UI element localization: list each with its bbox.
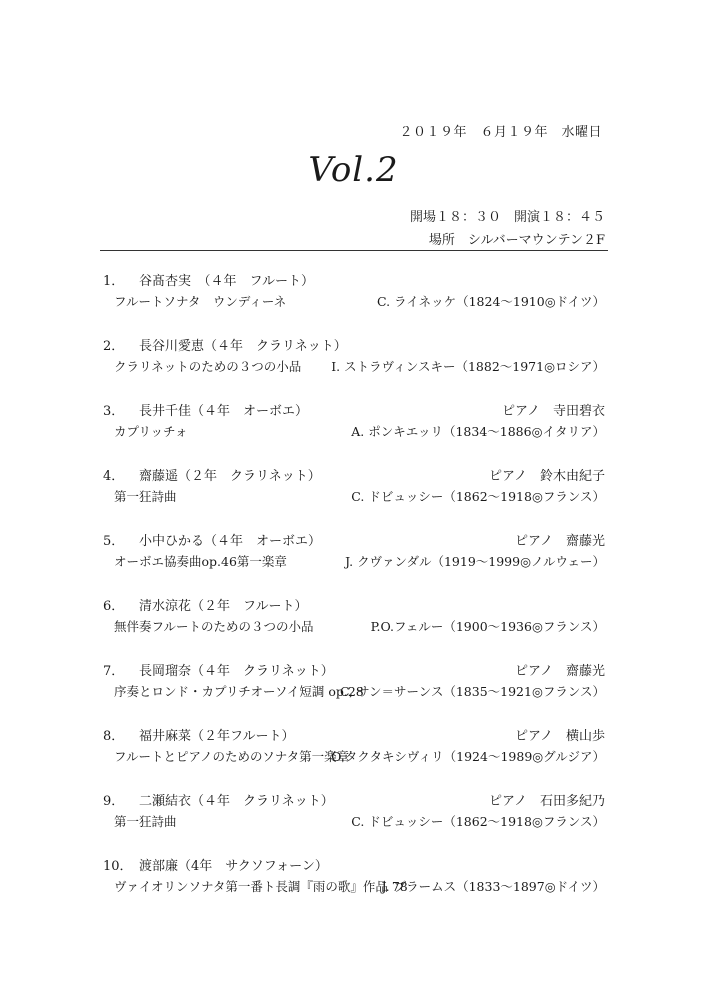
composer: C, サン＝サーンス（1835〜1921◎フランス） — [340, 684, 605, 699]
program-item — [0, 595, 707, 645]
piece-title: フルートとピアノのためのソナタ第一楽章 — [114, 749, 350, 764]
program-item — [0, 855, 707, 905]
piece-title: カプリッチォ — [114, 424, 188, 439]
composer: A. ポンキエッリ（1834〜1886◎イタリア） — [351, 424, 605, 439]
item-number: 10． — [103, 859, 133, 874]
composer: O.タクタキシヴィリ（1924〜1989◎グルジア） — [331, 749, 605, 764]
program-item — [0, 530, 707, 580]
item-number: 2． — [103, 339, 125, 354]
composer: J. クヴァンダル（1919〜1999◎ノルウェー） — [345, 554, 605, 569]
performer: 谷髙杏実 （４年 フルート） — [139, 274, 314, 289]
program-item — [0, 725, 707, 775]
performer: 福井麻菜（２年フルート） — [139, 729, 295, 744]
piece-title: 第一狂詩曲 — [114, 814, 177, 829]
item-number: 3． — [103, 404, 125, 419]
performer: 齋藤遥（２年 クラリネット） — [139, 469, 321, 484]
piece-title: クラリネットのための３つの小品 — [114, 359, 302, 374]
venue: 場所 シルバーマウンテン２F — [428, 233, 605, 248]
program-item — [0, 660, 707, 710]
item-number: 5． — [103, 534, 125, 549]
composer: J. ブラームス（1833〜1897◎ドイツ） — [381, 879, 605, 894]
header-divider — [100, 250, 608, 251]
performer: 長谷川愛恵（４年 クラリネット） — [139, 339, 347, 354]
open-time: 開場１８：３０ 開演１８：４５ — [409, 210, 605, 225]
performer: 二瀬結衣（４年 クラリネット） — [139, 794, 334, 809]
item-number: 9． — [103, 794, 125, 809]
pianist: ピアノ 鈴木由紀子 — [489, 469, 605, 484]
pianist: ピアノ 石田多紀乃 — [489, 794, 605, 809]
performer: 長岡瑠奈（４年 クラリネット） — [139, 664, 334, 679]
piece-title: フルートソナタ ウンディーネ — [114, 294, 287, 309]
program-item — [0, 790, 707, 840]
composer: I. ストラヴィンスキー（1882〜1971◎ロシア） — [331, 359, 605, 374]
performer: 渡部廉（4年 サクソフォーン） — [139, 859, 328, 874]
item-number: 1． — [103, 274, 125, 289]
performer: 小中ひかる（４年 オーボエ） — [139, 534, 322, 549]
volume-title: Vol.2 — [308, 150, 399, 190]
performer: 長井千佳（４年 オーボエ） — [139, 404, 309, 419]
piece-title: 第一狂詩曲 — [114, 489, 177, 504]
program-item — [0, 400, 707, 450]
pianist: ピアノ 寺田碧衣 — [502, 404, 605, 419]
composer: C. ライネッケ（1824〜1910◎ドイツ） — [377, 294, 605, 309]
program-item — [0, 335, 707, 385]
item-number: 7． — [103, 664, 125, 679]
concert-date: ２０１９年 ６月１９年 水曜日 — [399, 125, 602, 140]
piece-title: 序奏とロンド・カプリチオーソイ短調 op.28 — [114, 684, 364, 699]
composer: P.O.フェルー（1900〜1936◎フランス） — [370, 619, 605, 634]
pianist: ピアノ 横山歩 — [515, 729, 605, 744]
performer: 清水涼花（２年 フルート） — [139, 599, 308, 614]
pianist: ピアノ 齋藤光 — [515, 664, 605, 679]
composer: C. ドビュッシー（1862〜1918◎フランス） — [351, 814, 605, 829]
item-number: 6． — [103, 599, 125, 614]
composer: C. ドビュッシー（1862〜1918◎フランス） — [351, 489, 605, 504]
piece-title: オーボエ協奏曲op.46第一楽章 — [114, 554, 287, 569]
piece-title: 無伴奏フルートのための３つの小品 — [114, 619, 314, 634]
piece-title: ヴァイオリンソナタ第一番ト長調『雨の歌』作品 78 — [114, 879, 408, 894]
program-item — [0, 465, 707, 515]
program-item — [0, 270, 707, 320]
item-number: 8． — [103, 729, 125, 744]
pianist: ピアノ 齋藤光 — [515, 534, 605, 549]
item-number: 4． — [103, 469, 125, 484]
